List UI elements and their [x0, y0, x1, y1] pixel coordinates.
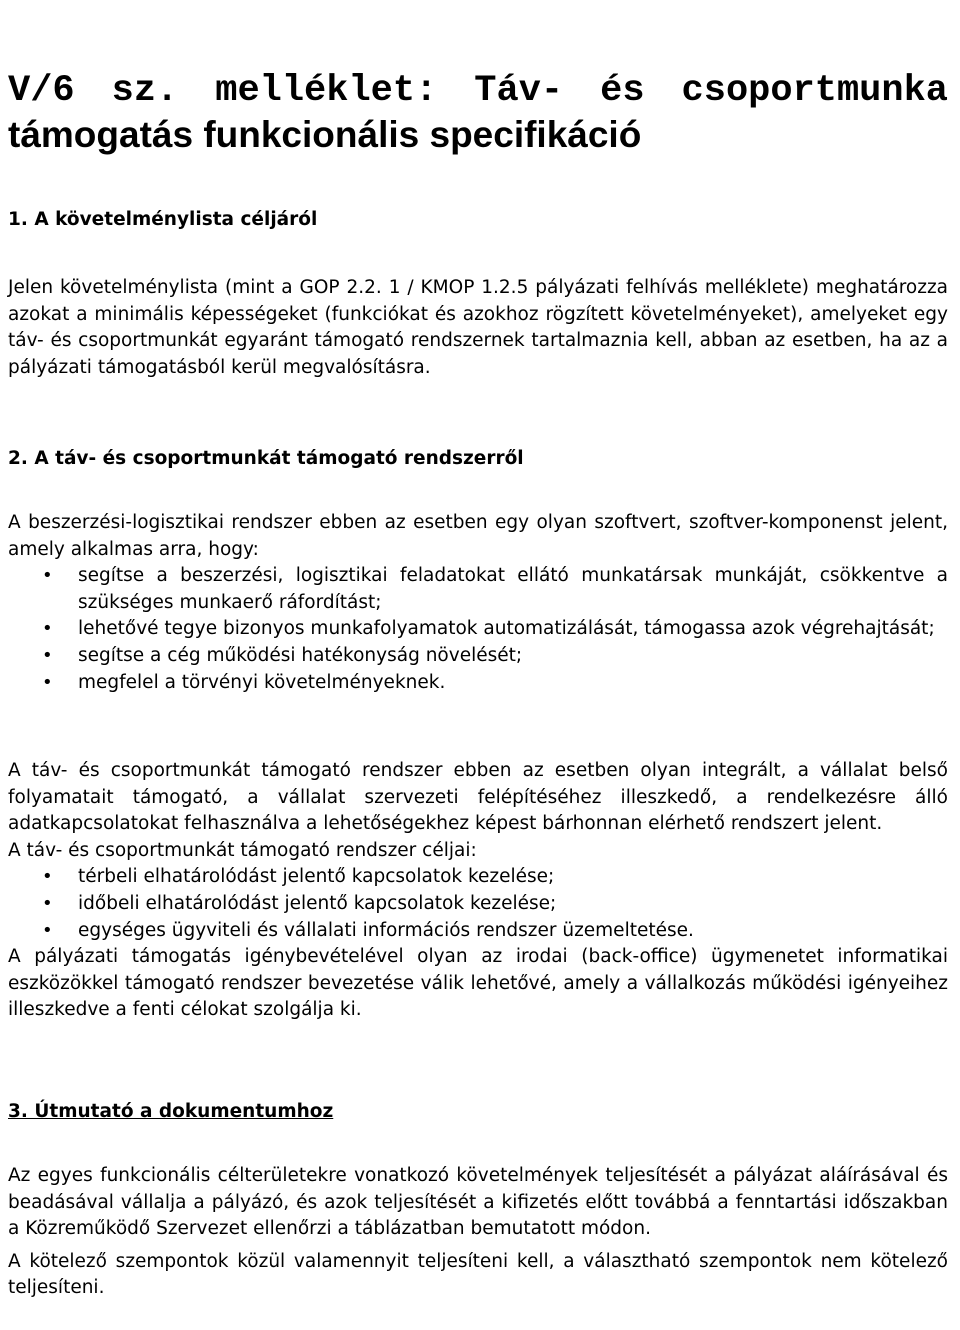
list-item: • segítse a beszerzési, logisztikai feladatokat ellátó munkatársak munkáját, csökkentve a szükséges munkaerő ráfordítást;: [8, 563, 948, 616]
document-page: [8, 0, 948, 1299]
title-line-1: V/6 sz. melléklet: Táv- és csoportmunka: [8, 70, 948, 112]
section-2-paragraph-2: A táv- és csoportmunkát támogató rendszer ebben az esetben olyan integrált, a vállalat belső folyamatait támogató, a vállalat szervezeti felépítéséhez illeszkedő, a rendelkezésre álló adatkapcsolatokat felhasználva a lehetőségekhez képest bárhonnan elérhető rendszert jelent.: [8, 760, 948, 835]
goals-list: [8, 864, 948, 944]
section-2-heading: 2. A táv- és csoportmunkát támogató rendszerről: [8, 448, 524, 469]
list-item: • megfelel a törvényi követelményeknek.: [8, 670, 948, 697]
title-line-2: támogatás funkcionális specifikáció: [8, 114, 642, 155]
list-item: • térbeli elhatárolódást jelentő kapcsolatok kezelése;: [8, 864, 948, 891]
requirements-list: [8, 563, 948, 696]
section-2-intro: A beszerzési-logisztikai rendszer ebben az esetben egy olyan szoftvert, szoftver-komponenst jelent, amely alkalmas arra, hogy:: [8, 512, 948, 560]
list-item: • segítse a cég működési hatékonyság növelését;: [8, 643, 948, 670]
document-title: [8, 70, 948, 156]
section-1-heading: 1. A követelménylista céljáról: [8, 209, 318, 230]
section-1-paragraph: Jelen követelménylista (mint a GOP 2.2. 1 / KMOP 1.2.5 pályázati felhívás melléklete) meghatározza azokat a minimális képességeket (funkciókat és azokhoz rögzített követelményeket), amelyeket egy táv- és csoportmunkát egyaránt támogató rendszernek tartalmaznia kell, abban az esetben, ha az a pályázati támogatásból kerül megvalósításra.: [8, 277, 948, 378]
section-3-paragraph-2: A kötelező szempontok közül valamennyit teljesíteni kell, a választható szempontok nem kötelező teljesíteni.: [8, 1250, 948, 1299]
section-3-paragraph-1: Az egyes funkcionális célterületekre vonatkozó követelmények teljesítését a pályázat aláírásával és beadásával vállalja a pályázó, és azok teljesítését a kifizetés előtt továbbá a fenntartási időszakban a Közreműködő Szervezet ellenőrzi a táblázatban bemutatott módon.: [8, 1165, 948, 1240]
section-2-paragraph-3: A pályázati támogatás igénybevételével olyan az irodai (back-office) ügymenetet informatikai eszközökkel támogató rendszer bevezetése válik lehetővé, amely a vállalkozás működési igényeihez illeszkedve a fenti célokat szolgálja ki.: [8, 946, 948, 1021]
list-item: • időbeli elhatárolódást jelentő kapcsolatok kezelése;: [8, 891, 948, 918]
list-item: • egységes ügyviteli és vállalati információs rendszer üzemeltetése.: [8, 918, 948, 945]
list-item: • lehetővé tegye bizonyos munkafolyamatok automatizálását, támogassa azok végrehajtását;: [8, 616, 948, 643]
section-3-heading: 3. Útmutató a dokumentumhoz: [8, 1101, 334, 1122]
goals-intro: A táv- és csoportmunkát támogató rendszer céljai:: [8, 839, 477, 861]
